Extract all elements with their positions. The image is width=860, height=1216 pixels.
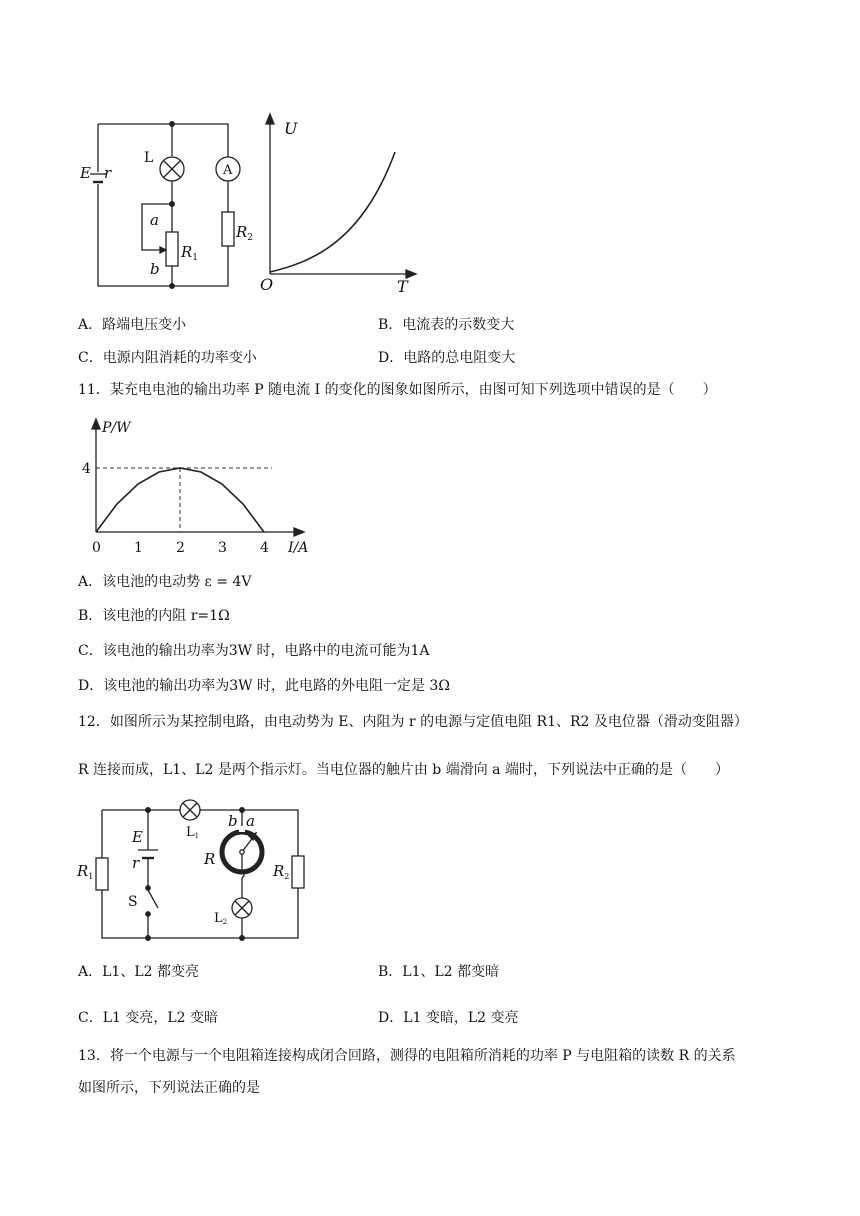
q10-option-b[interactable]: B．电流表的示数变大 [378, 317, 515, 333]
q12-label-r: r [132, 854, 140, 872]
q10-graph-xlabel: T [397, 277, 408, 296]
q11-power-current-chart [76, 418, 326, 558]
q10-u-t-graph [252, 112, 422, 298]
q13-stem-line1: 13．将一个电源与一个电阻箱连接构成闭合回路，测得的电阻箱所消耗的功率 P 与电阻箱的读数 R 的关系 [78, 1048, 736, 1064]
chart-y-axis-label: P/W [102, 420, 131, 436]
q12-label-E: E [132, 828, 143, 846]
chart-y-tick-label: 4 [82, 461, 91, 477]
q12-control-circuit [76, 796, 308, 944]
q10-circuit-diagram [78, 112, 254, 302]
q10-label-E: E [80, 164, 91, 182]
chart-y-axis-arrow [92, 419, 100, 429]
chart-x-axis-arrow [294, 528, 304, 536]
q11-option-c[interactable]: C．该电池的输出功率为3W 时，电路中的电流可能为1A [78, 643, 430, 659]
q10-label-A: A [223, 163, 233, 178]
q10-option-d[interactable]: D．电路的总电阻变大 [378, 350, 516, 366]
q12-label-S: S [128, 894, 138, 910]
q10-label-a: a [150, 211, 159, 229]
q10-graph-origin: O [260, 275, 274, 294]
q10-option-a[interactable]: A．路端电压变小 [78, 317, 187, 333]
q12-stem-line1: 12．如图所示为某控制电路，由电动势为 E、内阻为 r 的电源与定值电阻 R1、R2 及电位器（滑动变阻器） [78, 714, 748, 730]
q11-option-d[interactable]: D．该电池的输出功率为3W 时，此电路的外电阻一定是 3Ω [78, 678, 450, 694]
chart-x-tick-label: 0 [92, 540, 101, 556]
chart-x-tick-label: 4 [260, 540, 269, 556]
q11-option-b[interactable]: B．该电池的内阻 r=1Ω [78, 608, 230, 624]
q12-label-R1: $R_1$ [77, 862, 94, 881]
q12-option-d[interactable]: D．L1 变暗，L2 变亮 [378, 1010, 519, 1026]
q12-label-R: R [204, 850, 216, 868]
q11-stem: 11．某充电电池的输出功率 P 随电流 I 的变化的图象如图所示，由图可知下列选项中错误的是（ ） [78, 382, 717, 398]
q12-label-R2: $R_2$ [273, 862, 290, 881]
q12-label-L2: L2 [214, 911, 228, 926]
chart-x-tick-label: 3 [218, 540, 227, 556]
q12-stem-line2: R 连接而成，L1、L2 是两个指示灯。当电位器的触片由 b 端滑向 a 端时，下列说法中正确的是（ ） [78, 762, 729, 778]
q10-option-c[interactable]: C．电源内阻消耗的功率变小 [78, 350, 257, 366]
q10-label-b: b [150, 260, 160, 278]
q10-graph-ylabel: U [284, 119, 298, 138]
q10-label-R2: $R_2$ [236, 223, 254, 243]
q12-option-b[interactable]: B．L1、L2 都变暗 [378, 964, 500, 980]
chart-x-tick-label: 2 [176, 540, 185, 556]
q10-label-R1: $R_1$ [181, 243, 199, 263]
q12-label-a: a [246, 812, 255, 830]
chart-x-axis-label: I/A [288, 540, 309, 556]
q12-label-L1: L1 [186, 825, 200, 840]
q10-label-L: L [144, 150, 154, 166]
q12-option-a[interactable]: A．L1、L2 都变亮 [78, 964, 199, 980]
q11-option-a[interactable]: A．该电池的电动势 ε = 4V [78, 574, 252, 590]
q12-option-c[interactable]: C．L1 变亮，L2 变暗 [78, 1010, 219, 1026]
q13-stem-line2: 如图所示，下列说法正确的是 [78, 1080, 260, 1096]
chart-x-tick-label: 1 [134, 540, 143, 556]
q10-label-r: r [104, 164, 112, 182]
q12-label-b: b [228, 812, 238, 830]
